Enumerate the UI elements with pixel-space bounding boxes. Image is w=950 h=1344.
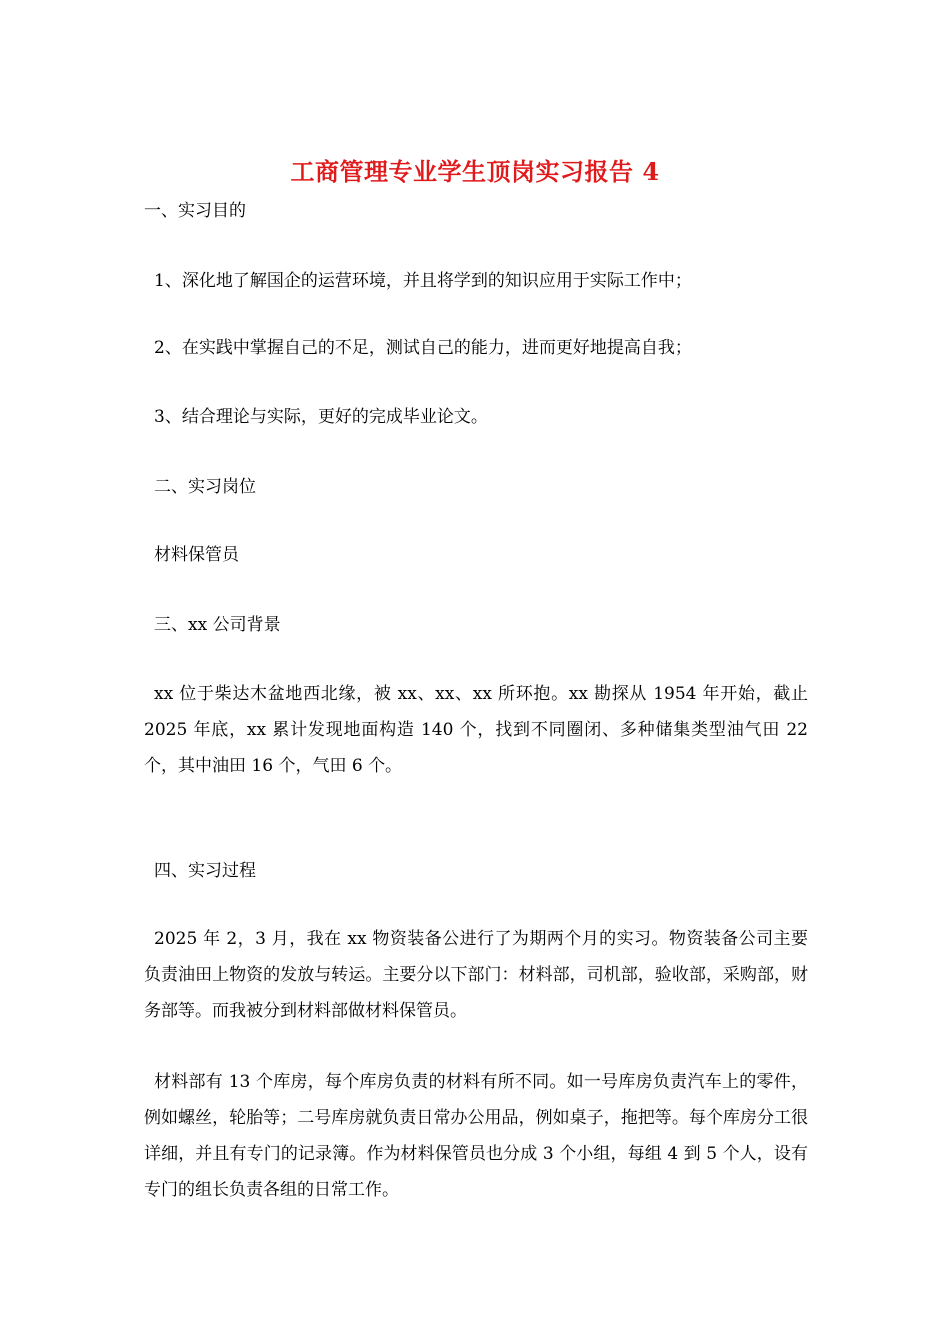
section-heading-purpose: 一、实习目的 bbox=[144, 201, 246, 221]
background-paragraph: xx 位于柴达木盆地西北缘，被 xx、xx、xx 所环抱。xx 勘探从 1954 年开始，截止 2025 年底，xx 累计发现地面构造 140 个，找到不同圈闭、多种储集类型油气田 22 个，其中油田 16 个，气田 6 个。 bbox=[144, 684, 808, 776]
document-title: 工商管理专业学生顶岗实习报告 4 bbox=[290, 157, 660, 186]
purpose-item-3: 3、结合理论与实际，更好的完成毕业论文。 bbox=[154, 407, 488, 427]
process-paragraph-1: 2025 年 2，3 月，我在 xx 物资装备公进行了为期两个月的实习。物资装备公司主要负责油田上物资的发放与转运。主要分以下部门：材料部，司机部，验收部，采购部，财务部等。而我被分到材料部做材料保管员。 bbox=[144, 929, 808, 1021]
section-heading-background: 三、xx 公司背景 bbox=[154, 615, 281, 635]
purpose-item-1: 1、深化地了解国企的运营环境，并且将学到的知识应用于实际工作中； bbox=[154, 271, 692, 291]
purpose-item-2: 2、在实践中掌握自己的不足，测试自己的能力，进而更好地提高自我； bbox=[154, 338, 692, 358]
process-paragraph-2: 材料部有 13 个库房，每个库房负责的材料有所不同。如一号库房负责汽车上的零件，例如螺丝，轮胎等；二号库房就负责日常办公用品，例如桌子，拖把等。每个库房分工很详细，并且有专门的记录簿。作为材料保管员也分成 3 个小组，每组 4 到 5 个人，设有专门的组长负责各组的日常工作。 bbox=[144, 1072, 808, 1200]
section-heading-process: 四、实习过程 bbox=[154, 861, 256, 881]
position-text: 材料保管员 bbox=[154, 545, 239, 565]
section-heading-position: 二、实习岗位 bbox=[154, 477, 256, 497]
